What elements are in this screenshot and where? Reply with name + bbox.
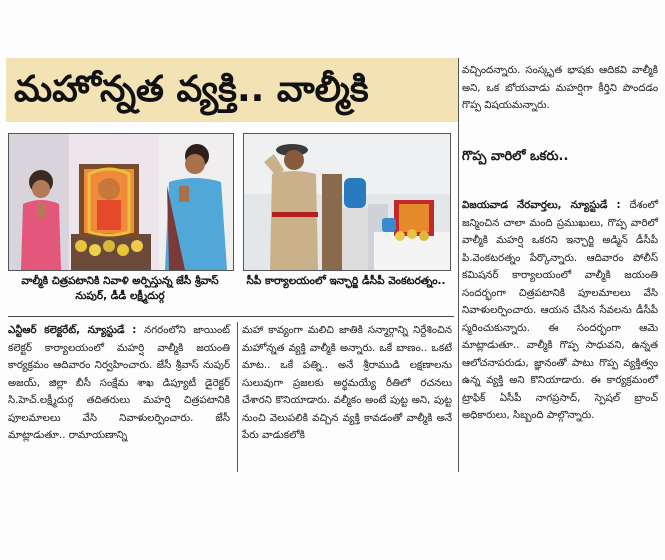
- photo-jc-tribute: [8, 133, 234, 271]
- photo-dcp-salute: [243, 133, 451, 271]
- article-column-2: [242, 322, 452, 445]
- subheading: గొప్ప వారిలో ఒకరు..: [462, 149, 569, 164]
- photo2-caption: సీపీ కార్యాలయంలో ఇన్ఛార్జి డీసీపీ వెంకటరత్నం..: [246, 275, 446, 287]
- column-divider: [237, 322, 238, 472]
- article-column-3: [462, 62, 658, 115]
- column-divider: [458, 58, 459, 472]
- article-text: నగరంలోని జాయింట్ కలెక్టర్ కార్యాలయంలో మహర్షి వాల్మీకి జయంతి కార్యక్రమం ఆదివారం నిర్వహించారు. జేసీ శ్రీవాస్ నుపుర్ అజయ్, జిల్లా బీసీ సంక్షేమ శాఖ డిప్యూటీ డైరెక్టర్ సి.హెచ్.లక్ష్మీదుర్గ తదితరులు మహర్షి చిత్రపటానికి పూలమాలలు వేసి నివాళులర్పించారు. జేసీ మాట్లాడుతూ.. రామాయణాన్ని: [8, 325, 230, 441]
- photo1-caption: వాల్మీకి చిత్రపటానికి నివాళి అర్పిస్తున్న జేసీ శ్రీవాస్ నుపుర్, డీడీ లక్ష్మీదుర్గ: [21, 275, 219, 302]
- article-text: దేశంలో జన్మించిన చాలా మంది ప్రముఖులు, గొప్ప వారిలో వాల్మీకి మహర్షి ఒకరని ఇన్ఛార్జి అడ్మిన్ డీసీపీ పి.వెంకటరత్నం పేర్కొన్నారు. ఆదివారం పోలీస్ కమిషనర్ కార్యాలయంలో వాల్మీకి జయంతి సందర్భంగా చిత్రపటానికి పూలమాలలు వేసి నివాళులర్పించారు. ఆయన చేసిన సేవలను డీసీపీ స్మరించుకున్నారు. ఈ సందర్భంగా ఆమె మాట్లాడుతూ.. వాల్మీకి గొప్ప సాధువని, ఉన్నత ఆలోచనాపరుడు, జ్ఞానంతో పాటు గొప్ప వ్యక్తిత్వం ఉన్న వ్యక్తి అని కొనియాడారు. ఈ కార్యక్రమంలో ట్రాఫిక్ ఏసీపీ నాగప్రసాద్, స్పెషల్ బ్రాంచ్ అధికారులు, సిబ్బంది పాల్గొన్నారు.: [462, 200, 658, 421]
- article-column-1: [8, 322, 230, 445]
- divider: [8, 316, 454, 317]
- article-text: వచ్చిందన్నారు. సంస్కృత భాషకు ఆదికవి వాల్మీకి అని, ఒక బోయవాడు మహర్షిగా కీర్తిని పొందడం గొప్ప విషయమన్నారు.: [462, 65, 658, 111]
- article-column-4: [462, 197, 658, 425]
- dateline: ఎన్టీఆర్ కలెక్టరేట్, న్యూస్టుడే :: [8, 325, 145, 336]
- dateline: విజయవాడ నేరవార్తలు, న్యూస్టుడే :: [462, 200, 630, 211]
- article-text: మహా కావ్యంగా మలిచి జాతికి సన్మార్గాన్ని నిర్దేశించిన మహోన్నత వ్యక్తి వాల్మీకి అన్నారు. ఒకే బాణం.. ఒకటే మాట.. ఒకే పత్ని.. అనే శ్రీరాముడి లక్షణాలను సులువుగా ప్రజలకు అర్థమయ్యే రీతిలో రచనలు చేశారని కొనియాడారు. వల్మీకం అంటే పుట్ట అని, పుట్ట నుంచి వెలుపలికి వచ్చిన వ్యక్తి కావడంతో వాల్మీకి అనే పేరు వాడుకలోకి: [242, 325, 452, 441]
- headline: మహోన్నత వ్యక్తి.. వాల్మీకి: [14, 69, 369, 110]
